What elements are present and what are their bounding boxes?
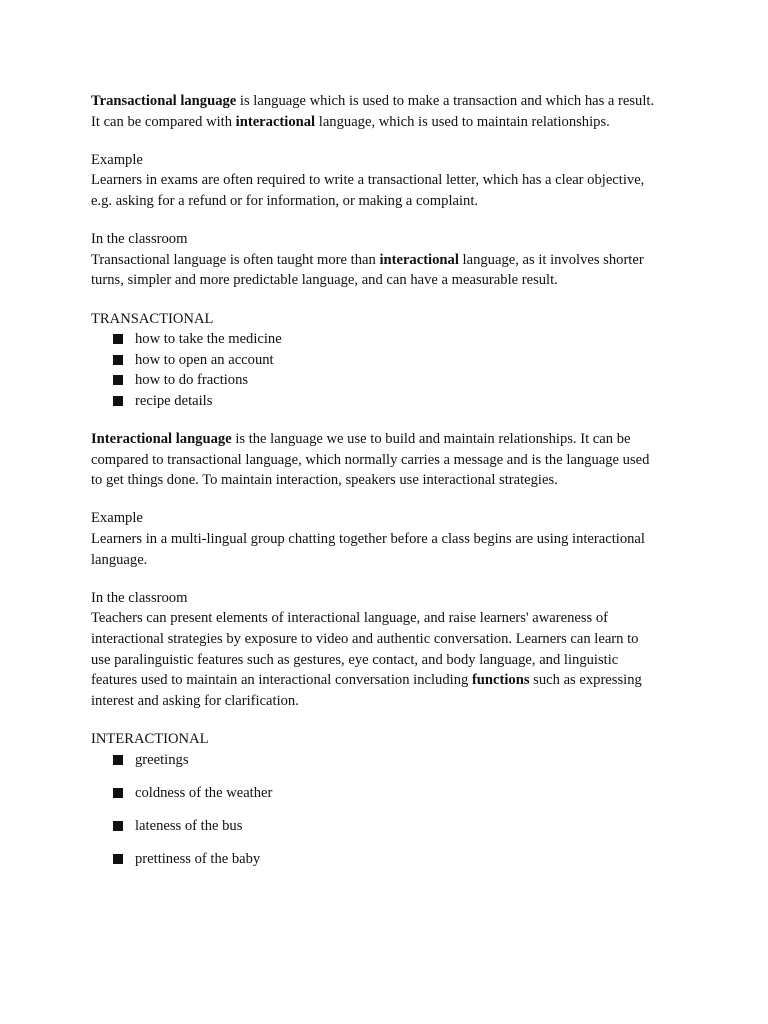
transactional-term: Transactional language: [91, 93, 237, 109]
list-item: how to take the medicine: [91, 329, 691, 350]
list-item: lateness of the bus: [91, 816, 691, 837]
square-bullet-icon: [113, 854, 123, 864]
example-1-line-1: Learners in exams are often required to write a transactional letter, which has a clear objective,: [91, 172, 645, 189]
interactional-definition-line-1: Interactional language is the language we use to build and maintain relationships. It can be: [91, 431, 631, 448]
document-page: [91, 91, 691, 869]
classroom-2-line-1: Teachers can present elements of interactional language, and raise learners' awareness of: [91, 610, 609, 627]
square-bullet-icon: [113, 334, 123, 344]
example-heading-2: Example: [91, 510, 143, 527]
square-bullet-icon: [113, 821, 123, 831]
classroom-1-line-2: turns, simpler and more predictable language, and can have a measurable result.: [91, 272, 558, 289]
classroom-2-line-3: use paralinguistic features such as gestures, eye contact, and body language, and linguistic: [91, 651, 619, 668]
example-heading-1: Example: [91, 151, 143, 168]
square-bullet-icon: [113, 396, 123, 406]
classroom-heading-2: In the classroom: [91, 589, 188, 606]
transactional-definition-line-1: Transactional language is language which is used to make a transaction and which has a result.: [91, 93, 655, 109]
list-item: how to open an account: [91, 350, 691, 371]
example-2-line-1: Learners in a multi-lingual group chatting together before a class begins are using interactional: [91, 531, 645, 548]
example-2-line-2: language.: [91, 551, 148, 568]
classroom-2-line-4: features used to maintain an interactional conversation including functions such as expressing: [91, 672, 642, 689]
list-item: greetings: [91, 750, 691, 771]
interactional-term: Interactional language: [91, 431, 232, 448]
classroom-2-line-5: interest and asking for clarification.: [91, 692, 299, 709]
interactional-list-heading: INTERACTIONAL: [91, 731, 209, 747]
transactional-list-heading: TRANSACTIONAL: [91, 310, 214, 327]
transactional-definition-line-2: It can be compared with interactional language, which is used to maintain relationships.: [91, 113, 610, 130]
square-bullet-icon: [113, 375, 123, 385]
interactional-definition-line-3: to get things done. To maintain interaction, speakers use interactional strategies.: [91, 472, 558, 489]
square-bullet-icon: [113, 788, 123, 798]
example-1-line-2: e.g. asking for a refund or for information, or making a complaint.: [91, 192, 479, 209]
classroom-2-line-2: interactional strategies by exposure to video and authentic conversation. Learners can learn to: [91, 631, 639, 648]
transactional-list: [91, 329, 691, 411]
list-item: how to do fractions: [91, 370, 691, 391]
square-bullet-icon: [113, 355, 123, 365]
classroom-heading-1: In the classroom: [91, 231, 188, 248]
interactional-list: [91, 750, 691, 870]
list-item: prettiness of the baby: [91, 849, 691, 870]
square-bullet-icon: [113, 755, 123, 765]
interactional-definition-line-2: compared to transactional language, which normally carries a message and is the language used: [91, 451, 650, 468]
classroom-1-line-1: Transactional language is often taught more than interactional language, as it involves shorter: [91, 251, 644, 268]
list-item: coldness of the weather: [91, 783, 691, 804]
list-item: recipe details: [91, 391, 691, 412]
